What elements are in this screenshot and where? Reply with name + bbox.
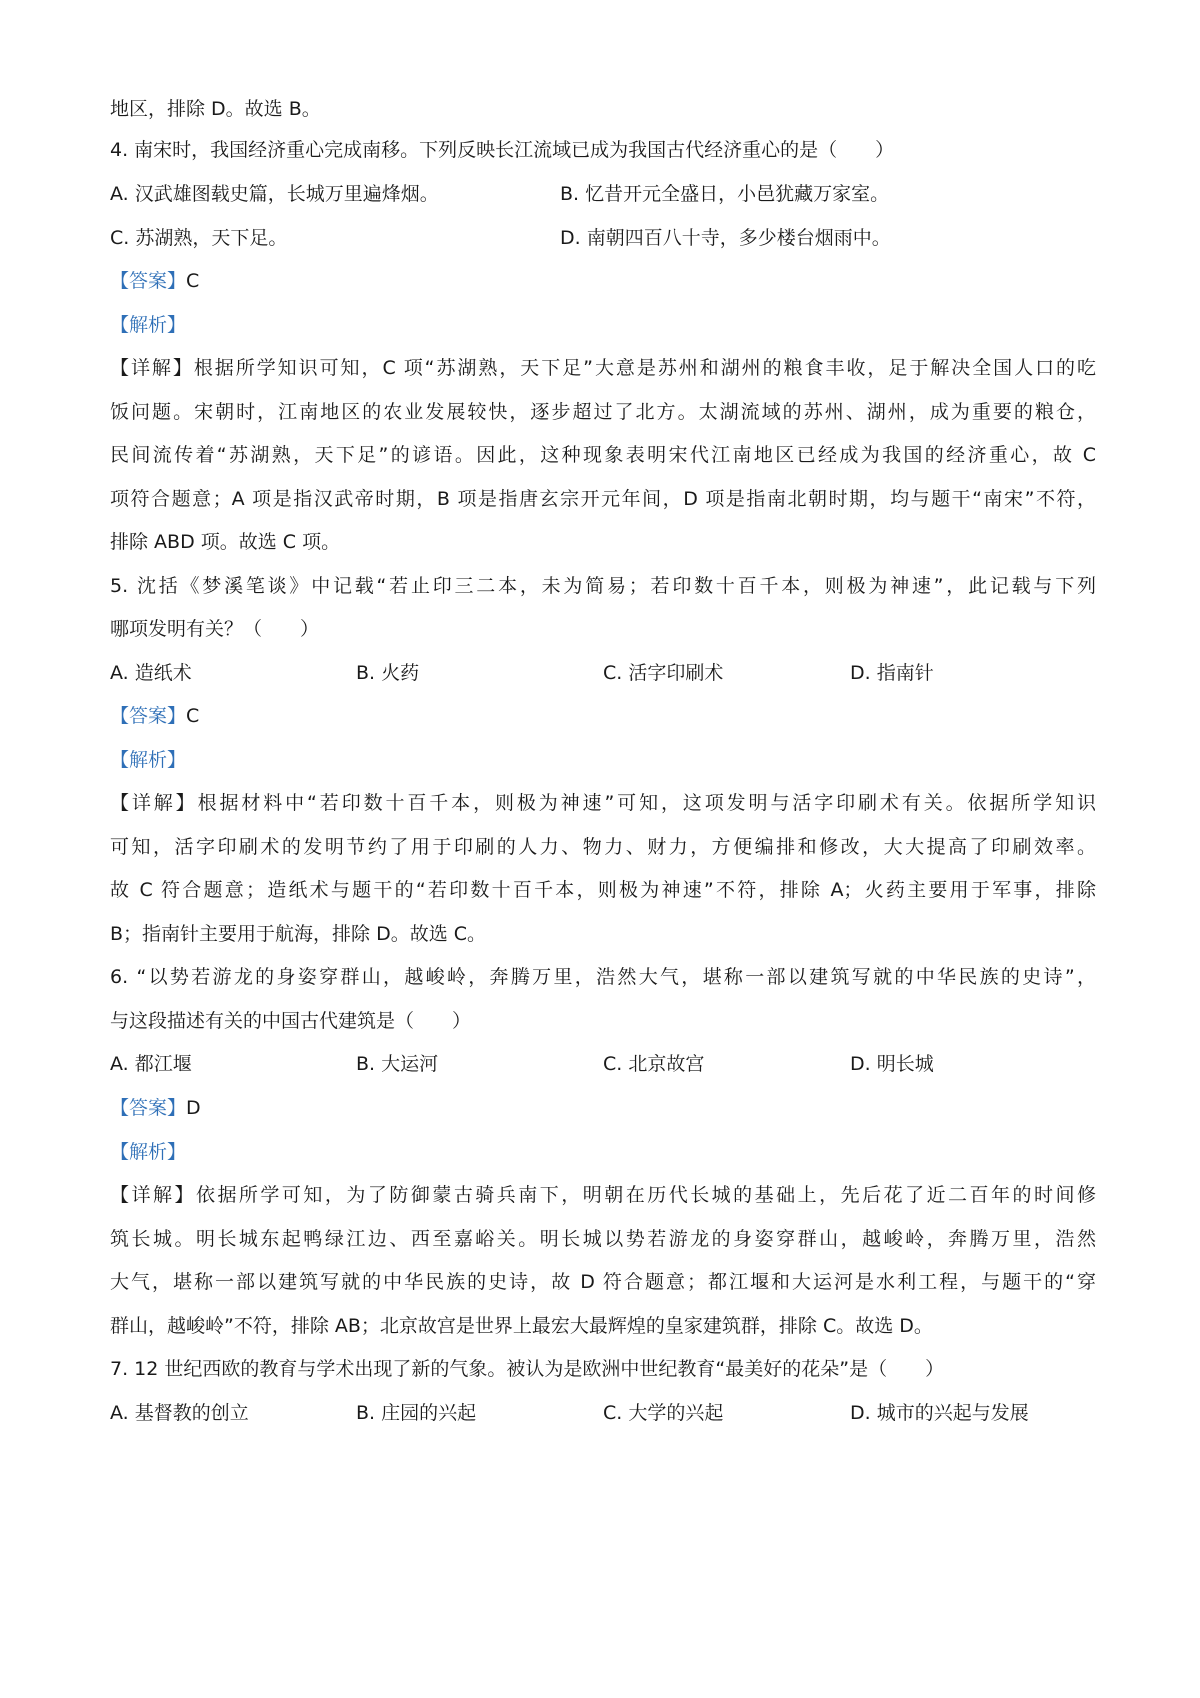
q5-answer: [110, 703, 199, 729]
q7-option-d: D. 城市的兴起与发展: [850, 1402, 1029, 1424]
q6-option-d: D. 明长城: [850, 1053, 934, 1075]
answer-tag: 【答案】: [110, 705, 187, 727]
q5-stem: 5. 沈括《梦溪笔谈》中记载“若止印三二本，未为简易；若印数十百千本，则极为神速”，此记载与下列: [110, 575, 1096, 597]
q7-option-c: C. 大学的兴起: [603, 1402, 724, 1424]
answer-tag: 【答案】: [110, 1097, 187, 1119]
q4-option-a: A. 汉武雄图载史篇，长城万里遍烽烟。: [110, 183, 439, 205]
q4-detail-line: 饭问题。宋朝时，江南地区的农业发展较快，逐步超过了北方。太湖流域的苏州、湖州，成为重要的粮仓，: [110, 401, 1096, 423]
q6-option-b: B. 大运河: [356, 1053, 439, 1075]
q6-option-c: C. 北京故宫: [603, 1053, 705, 1075]
q4-analysis-tag: 【解析】: [110, 314, 187, 336]
q6-detail-line: 筑长城。明长城东起鸭绿江边、西至嘉峪关。明长城以势若游龙的身姿穿群山，越峻岭，奔腾万里，浩然: [110, 1228, 1096, 1250]
q7-option-b: B. 庄园的兴起: [356, 1402, 477, 1424]
q4-detail-line: 项符合题意；A 项是指汉武帝时期，B 项是指唐玄宗开元年间，D 项是指南北朝时期，均与题干“南宋”不符，: [110, 488, 1096, 510]
q4-option-b: B. 忆昔开元全盛日，小邑犹藏万家室。: [560, 183, 890, 205]
q6-stem: 与这段描述有关的中国古代建筑是（ ）: [110, 1010, 472, 1032]
q6-detail-line: 大气，堪称一部以建筑写就的中华民族的史诗，故 D 符合题意；都江堰和大运河是水利工程，与题干的“穿: [110, 1271, 1096, 1293]
q5-detail-line: 故 C 符合题意；造纸术与题干的“若印数十百千本，则极为神速”不符，排除 A；火药主要用于军事，排除: [110, 879, 1096, 901]
q5-detail-line: 可知，活字印刷术的发明节约了用于印刷的人力、物力、财力，方便编排和修改，大大提高了印刷效率。: [110, 836, 1096, 858]
q6-option-a: A. 都江堰: [110, 1053, 192, 1075]
q4-stem: 4. 南宋时，我国经济重心完成南移。下列反映长江流域已成为我国古代经济重心的是（ ）: [110, 139, 895, 161]
q7-stem: 7. 12 世纪西欧的教育与学术出现了新的气象。被认为是欧洲中世纪教育“最美好的花朵”是（ ）: [110, 1358, 945, 1380]
q4-answer: [110, 268, 199, 294]
answer-value: C: [186, 705, 200, 727]
q5-option-c: C. 活字印刷术: [603, 662, 724, 684]
q4-detail-line: 排除 ABD 项。故选 C 项。: [110, 531, 341, 553]
q6-stem: 6. “以势若游龙的身姿穿群山，越峻岭，奔腾万里，浩然大气，堪称一部以建筑写就的中华民族的史诗”，: [110, 966, 1096, 988]
q6-detail-line: 群山，越峻岭”不符，排除 AB；北京故宫是世界上最宏大最辉煌的皇家建筑群，排除 C。故选 D。: [110, 1315, 933, 1337]
q7-option-a: A. 基督教的创立: [110, 1402, 249, 1424]
q5-detail-line: 【详解】根据材料中“若印数十百千本，则极为神速”可知，这项发明与活字印刷术有关。依据所学知识: [110, 792, 1096, 814]
answer-value: D: [186, 1097, 201, 1119]
q5-analysis-tag: 【解析】: [110, 749, 187, 771]
q5-stem: 哪项发明有关？（ ）: [110, 618, 320, 640]
q4-detail-line: 民间流传着“苏湖熟，天下足”的谚语。因此，这种现象表明宋代江南地区已经成为我国的经济重心，故 C: [110, 444, 1096, 466]
q3-tail: 地区，排除 D。故选 B。: [110, 98, 321, 120]
q5-detail-line: B；指南针主要用于航海，排除 D。故选 C。: [110, 923, 487, 945]
q5-option-d: D. 指南针: [850, 662, 934, 684]
q6-detail-line: 【详解】依据所学可知，为了防御蒙古骑兵南下，明朝在历代长城的基础上，先后花了近二百年的时间修: [110, 1184, 1096, 1206]
answer-value: C: [186, 270, 200, 292]
q5-option-a: A. 造纸术: [110, 662, 192, 684]
q4-detail-line: 【详解】根据所学知识可知，C 项“苏湖熟，天下足”大意是苏州和湖州的粮食丰收，足于解决全国人口的吃: [110, 357, 1096, 379]
q4-option-c: C. 苏湖熟，天下足。: [110, 227, 288, 249]
q5-option-b: B. 火药: [356, 662, 420, 684]
q6-answer: [110, 1095, 201, 1121]
q4-option-d: D. 南朝四百八十寺，多少楼台烟雨中。: [560, 227, 891, 249]
answer-tag: 【答案】: [110, 270, 187, 292]
q6-analysis-tag: 【解析】: [110, 1141, 187, 1163]
